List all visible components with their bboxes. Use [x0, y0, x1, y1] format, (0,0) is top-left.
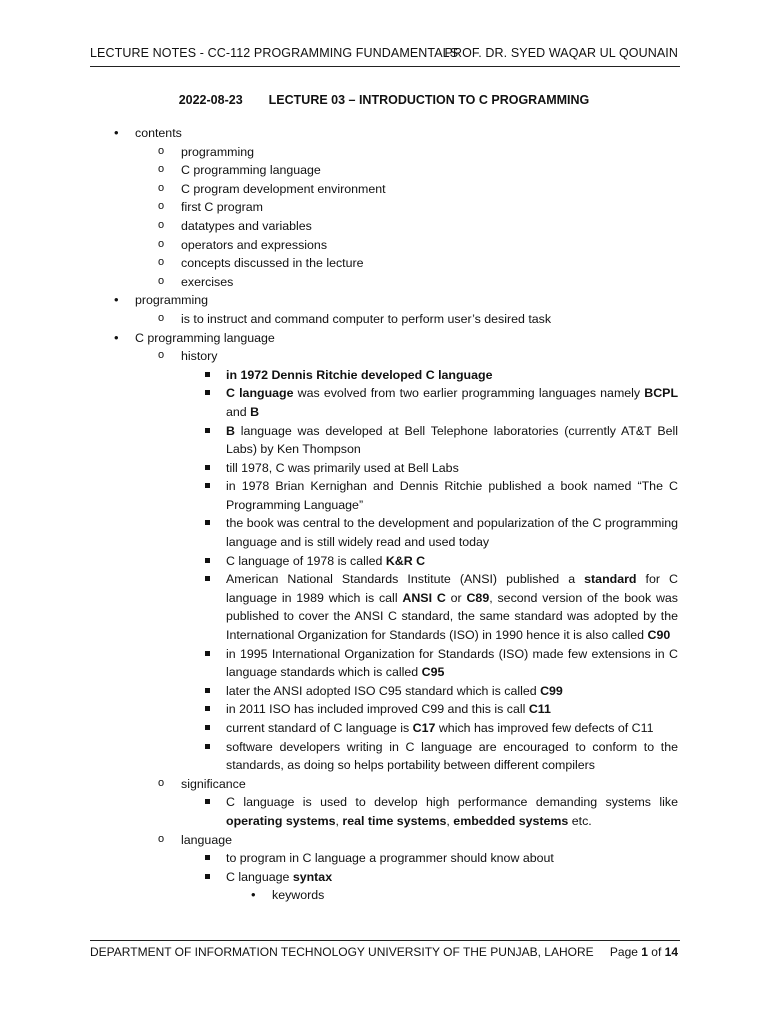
programming-label: programming: [135, 293, 208, 308]
history-item: [203, 552, 678, 571]
bold-text: BCPL: [644, 386, 679, 401]
bold-text: C language: [226, 386, 294, 401]
syntax-item: • keywords: [249, 886, 678, 905]
bold-text: B: [250, 404, 260, 419]
history-item: [203, 366, 678, 385]
bold-text: C11: [528, 702, 551, 717]
language-list: [203, 849, 678, 905]
significance-text: C language is used to develop high performance demanding systems like: [226, 795, 678, 810]
history-item: the book was central to the development and popularization of the C programming language and is still widely read and used today: [203, 514, 678, 551]
bold-text: embedded systems: [453, 813, 569, 828]
page-header: [90, 44, 680, 67]
history-text: for C language in 1989 which is call: [226, 572, 678, 605]
list-item: o C program development environment: [158, 180, 678, 199]
list-item: o C programming language: [158, 161, 678, 180]
significance-label: significance: [181, 776, 246, 791]
lecture-title: [0, 93, 768, 107]
history-list: [203, 366, 678, 775]
bold-text: C89: [466, 590, 490, 605]
language-text: C language: [226, 869, 293, 884]
language-section: [158, 831, 678, 905]
significance-list: [203, 793, 678, 830]
history-item: in 1978 Brian Kernighan and Dennis Ritchie published a book named “The C Programming Language”: [203, 477, 678, 514]
history-item: [203, 384, 678, 421]
history-text: was evolved from two earlier programming languages namely: [293, 386, 645, 401]
bold-text: K&R C: [385, 553, 426, 568]
history-text: or: [445, 590, 467, 605]
history-item: [203, 645, 678, 682]
list-item-contents: [112, 124, 678, 291]
history-text: later the ANSI adopted ISO C95 standard which is called: [226, 683, 541, 698]
of-word: of: [647, 945, 665, 959]
significance-section: [158, 775, 678, 831]
lecture-title-text: LECTURE 03 – INTRODUCTION TO C PROGRAMMING: [268, 93, 590, 107]
bold-text: ANSI C: [402, 590, 446, 605]
top-level-list: [112, 124, 678, 905]
list-item-c-language: [112, 329, 678, 905]
history-text: and: [226, 404, 251, 419]
list-item: o concepts discussed in the lecture: [158, 254, 678, 273]
history-item: [203, 719, 678, 738]
bold-text: B: [226, 423, 235, 438]
header-course-title: LECTURE NOTES - CC-112 PROGRAMMING FUNDAMENTALS: [90, 46, 459, 60]
significance-item: [203, 793, 678, 830]
header-author: PROF. DR. SYED WAQAR UL QOUNAIN: [444, 46, 678, 60]
history-item: till 1978, C was primarily used at Bell Labs: [203, 459, 678, 478]
list-item: o operators and expressions: [158, 236, 678, 255]
history-item: [203, 422, 678, 459]
list-item: o first C program: [158, 198, 678, 217]
history-text: , second version of the book was published to cover the ANSI C standard, the same standard was adopted by the International Organization for Standards (ISO) in 1990 hence it is also called: [226, 590, 679, 643]
bold-text: C17: [412, 721, 436, 735]
history-item: software developers writing in C language are encouraged to conform to the standards, as doing so helps portability between different compilers: [203, 738, 678, 775]
significance-text: etc.: [568, 813, 592, 828]
page-number: [610, 945, 678, 959]
list-item: o is to instruct and command computer to perform user’s desired task: [158, 310, 678, 329]
bold-text: syntax: [292, 869, 333, 884]
significance-text: ,: [446, 813, 454, 828]
current-page: 1: [641, 945, 648, 959]
history-text: language was developed at Bell Telephone laboratories (currently AT&T Bell Labs) by Ken Thompson: [226, 423, 678, 457]
page-footer: [90, 940, 680, 963]
history-text: in 1995 International Organization for Standards (ISO) made few extensions in C language standards which is called: [226, 646, 678, 680]
footer-department: DEPARTMENT OF INFORMATION TECHNOLOGY UNIVERSITY OF THE PUNJAB, LAHORE: [90, 945, 594, 959]
language-label: language: [181, 832, 232, 847]
history-text: American National Standards Institute (ANSI) published a: [226, 572, 585, 587]
history-text: C language of 1978 is called: [226, 553, 386, 568]
language-item: [203, 868, 678, 905]
bold-text: standard: [584, 572, 637, 587]
list-item: o programming: [158, 143, 678, 162]
significance-text: ,: [335, 813, 343, 828]
contents-label: contents: [135, 126, 182, 140]
programming-list: [158, 310, 678, 329]
history-item: [203, 700, 678, 719]
list-item: o exercises: [158, 273, 678, 292]
bold-text: C95: [421, 665, 445, 680]
bold-text: operating systems: [226, 813, 336, 828]
c-language-list: [158, 347, 678, 905]
bold-text: C99: [540, 683, 563, 698]
syntax-list: [249, 886, 678, 905]
language-item: to program in C language a programmer should know about: [203, 849, 678, 868]
history-text: in 2011 ISO has included improved C99 and this is call: [226, 702, 529, 717]
history-text: current standard of C language is: [226, 721, 413, 735]
history-item: [203, 682, 678, 701]
bold-text: real time systems: [342, 813, 447, 828]
history-label: history: [181, 349, 218, 364]
bold-text: C90: [647, 628, 671, 643]
history-text: which has improved few defects of C11: [435, 721, 654, 735]
document-body: [112, 124, 678, 905]
history-section: [158, 347, 678, 775]
c-language-label: C programming language: [135, 330, 275, 345]
list-item: o datatypes and variables: [158, 217, 678, 236]
list-item-programming: [112, 291, 678, 328]
page-word: Page: [609, 945, 642, 959]
total-pages: 14: [664, 945, 678, 959]
lecture-date: 2022-08-23: [178, 93, 243, 107]
contents-list: [158, 143, 678, 292]
history-text: in 1972 Dennis Ritchie developed C language: [226, 367, 493, 382]
history-item: [203, 570, 678, 644]
